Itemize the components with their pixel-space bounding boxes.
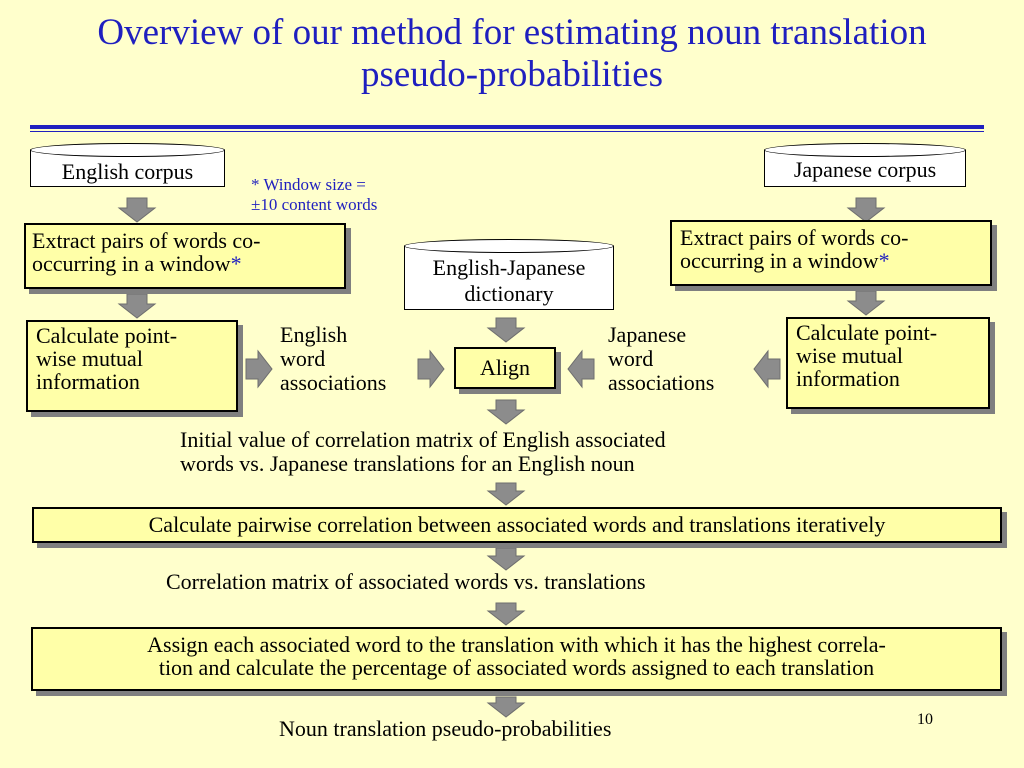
arrow-down-japanese-corpus	[848, 198, 884, 222]
pmi-box-english	[26, 320, 238, 412]
extract-left-line2: occurring in a window	[32, 251, 231, 276]
japanese-assoc-line3: associations	[608, 370, 715, 395]
arrow-down-extract-left	[119, 294, 155, 318]
pairwise-label: Calculate pairwise correlation between associated words and translations iteratively	[148, 512, 886, 537]
extract-pairs-box-japanese	[670, 220, 992, 286]
window-footnote-marker: *	[230, 251, 242, 276]
slide-title: Overview of our method for estimating noun translation pseudo-probabilities	[97, 12, 927, 95]
pmi-left-line1: Calculate point-	[36, 323, 178, 348]
arrow-down-dictionary	[488, 318, 524, 342]
arrow-left-japanese-assoc	[568, 351, 594, 387]
window-size-note-line1: * Window size =	[251, 175, 366, 194]
dictionary-line2: dictionary	[464, 281, 554, 306]
arrow-right-english-assoc	[418, 351, 444, 387]
arrow-down-assign	[488, 697, 524, 717]
extract-right-line2: occurring in a window	[680, 248, 879, 273]
dictionary-line1: English-Japanese	[432, 255, 586, 280]
arrow-down-extract-right	[848, 291, 884, 315]
japanese-word-associations	[608, 323, 714, 395]
arrow-down-pairwise	[488, 548, 524, 570]
extract-left-line1: Extract pairs of words co-	[32, 228, 261, 253]
assign-line1: Assign each associated word to the translation with which it has the highest correla-	[147, 632, 886, 657]
assign-line2: tion and calculate the percentage of associated words assigned to each translation	[158, 655, 875, 680]
arrow-down-initial	[488, 483, 524, 505]
window-size-note-line2: ±10 content words	[251, 195, 378, 214]
japanese-corpus	[764, 150, 966, 187]
english-assoc-line1: English	[280, 322, 348, 347]
english-assoc-line2: word	[280, 346, 326, 371]
correlation-matrix-text: Correlation matrix of associated words vs. translations	[166, 569, 646, 594]
japanese-assoc-line1: Japanese	[608, 322, 687, 347]
align-label: Align	[479, 355, 531, 380]
arrow-down-align	[488, 400, 524, 424]
pmi-left-line3: information	[36, 369, 140, 394]
pmi-box-japanese	[786, 317, 990, 409]
initial-value-text	[180, 428, 666, 476]
english-word-associations	[280, 323, 386, 395]
assign-box	[31, 627, 1002, 691]
align-box	[454, 347, 556, 389]
pairwise-correlation-box	[32, 507, 1002, 543]
english-corpus-label: English corpus	[61, 159, 194, 184]
pmi-right-line3: information	[796, 366, 900, 391]
arrow-right-pmi-left	[246, 351, 272, 387]
english-corpus	[30, 150, 225, 187]
extract-right-line1: Extract pairs of words co-	[680, 225, 909, 250]
window-size-note	[251, 175, 377, 215]
window-footnote-marker: *	[878, 248, 890, 273]
noun-translation-result: Noun translation pseudo-probabilities	[279, 716, 612, 741]
arrow-left-pmi-right	[754, 351, 780, 387]
arrow-down-matrix	[488, 603, 524, 625]
english-japanese-dictionary	[404, 246, 614, 310]
pmi-right-line2: wise mutual	[796, 343, 903, 368]
japanese-assoc-line2: word	[608, 346, 654, 371]
arrow-down-english-corpus	[119, 198, 155, 222]
initial-value-line1: Initial value of correlation matrix of English associated	[180, 427, 666, 452]
japanese-corpus-label: Japanese corpus	[793, 157, 937, 182]
pmi-left-line2: wise mutual	[36, 346, 143, 371]
initial-value-line2: words vs. Japanese translations for an English noun	[180, 451, 635, 476]
extract-pairs-box-english	[24, 223, 346, 289]
page-number: 10	[917, 711, 933, 728]
english-assoc-line3: associations	[280, 370, 387, 395]
pmi-right-line1: Calculate point-	[796, 320, 938, 345]
